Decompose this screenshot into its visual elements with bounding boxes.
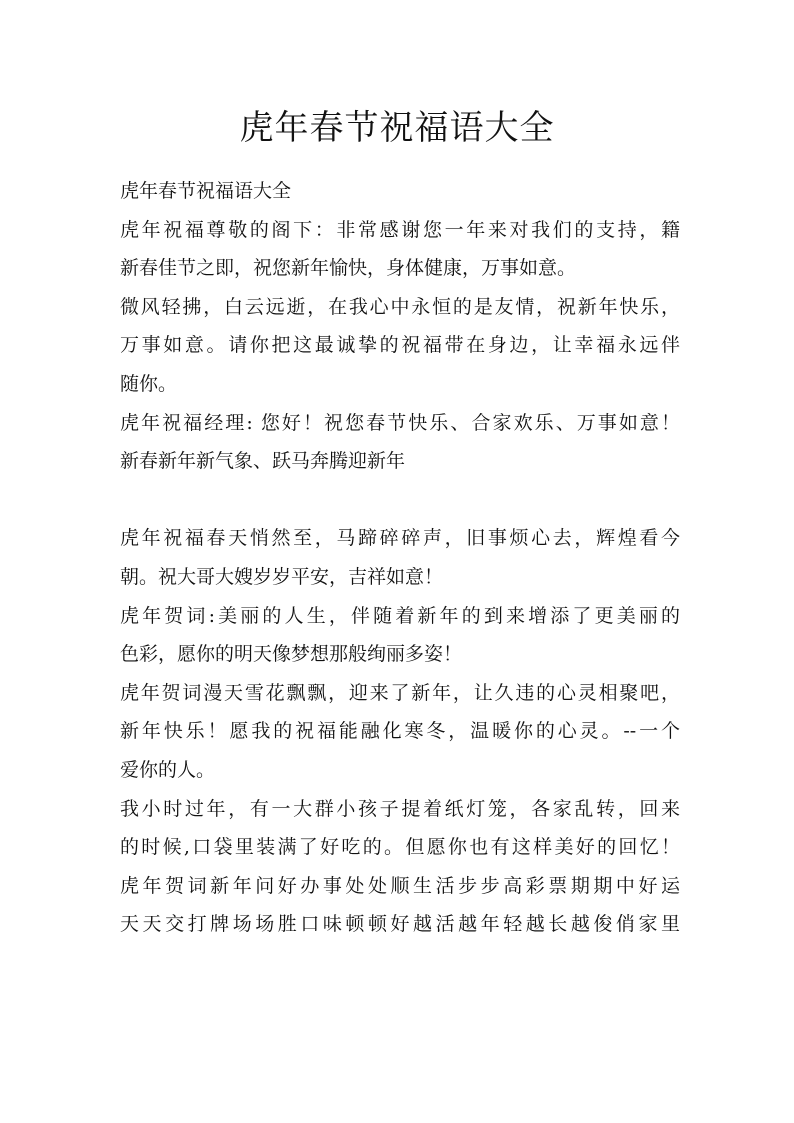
paragraph-line: 新春佳节之即，祝您新年愉快，身体健康，万事如意。 bbox=[120, 257, 577, 280]
paragraph-line: 虎年祝福春天悄然至，马蹄碎碎声，旧事烦心去，辉煌看今 bbox=[120, 527, 680, 550]
paragraph-line: 随你。 bbox=[120, 372, 178, 395]
blank-line bbox=[120, 481, 680, 520]
paragraph-line: 我小时过年，有一大群小孩子提着纸灯笼，各家乱转，回来 bbox=[120, 797, 680, 820]
paragraph-line: 虎年贺词漫天雪花飘飘，迎来了新年，让久违的心灵相聚吧， bbox=[120, 681, 680, 704]
paragraph-line: 新年快乐！愿我的祝福能融化寒冬，温暖你的心灵。--一个 bbox=[120, 720, 680, 743]
paragraph-line: 的时候,口袋里装满了好吃的。但愿你也有这样美好的回忆！ bbox=[120, 836, 680, 859]
paragraph-line: 朝。祝大哥大嫂岁岁平安，吉祥如意！ bbox=[120, 565, 444, 588]
paragraph-line: 虎年祝福经理: 您好！祝您春节快乐、合家欢乐、万事如意！ bbox=[120, 411, 680, 434]
paragraph-line: 天天交打牌场场胜口味顿顿好越活越年轻越长越俊俏家里 bbox=[120, 913, 680, 936]
paragraph-line: 新春新年新气象、跃马奔腾迎新年 bbox=[120, 450, 406, 473]
paragraph-line: 微风轻拂，白云远逝，在我心中永恒的是友情，祝新年快乐， bbox=[120, 295, 680, 318]
subtitle-line: 虎年春节祝福语大全 bbox=[120, 180, 292, 202]
paragraph-line: 色彩，愿你的明天像梦想那般绚丽多姿！ bbox=[120, 643, 463, 666]
document-body bbox=[120, 172, 680, 944]
paragraph-line: 虎年祝福尊敬的阁下：非常感谢您一年来对我们的支持，籍 bbox=[120, 218, 680, 241]
paragraph-line: 万事如意。请你把这最诚挚的祝福带在身边，让幸福永远伴 bbox=[120, 334, 680, 357]
paragraph-line: 爱你的人。 bbox=[120, 758, 216, 781]
paragraph-line: 虎年贺词:美丽的人生，伴随着新年的到来增添了更美丽的 bbox=[120, 604, 680, 627]
paragraph-line: 虎年贺词新年问好办事处处顺生活步步高彩票期期中好运 bbox=[120, 874, 680, 897]
document-title: 虎年春节祝福语大全 bbox=[239, 108, 555, 148]
